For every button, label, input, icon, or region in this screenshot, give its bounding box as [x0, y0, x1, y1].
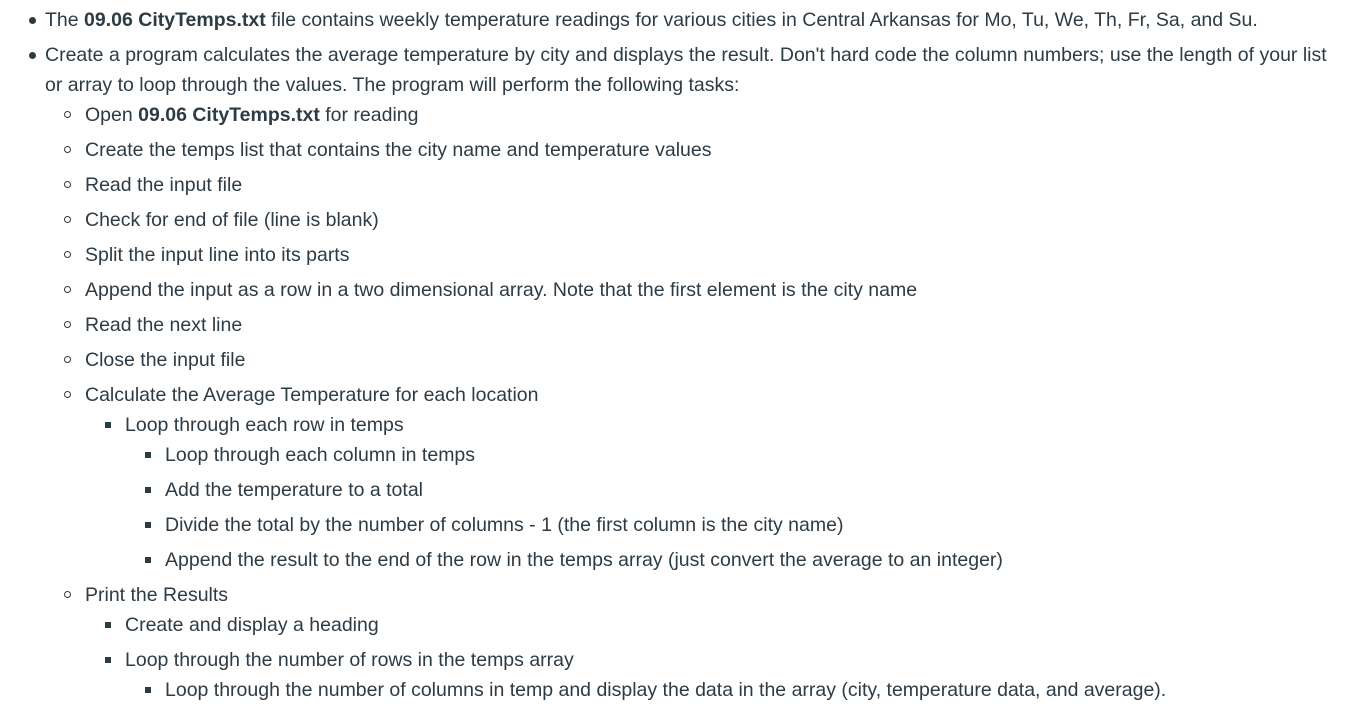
bullet-square-icon: [105, 622, 111, 628]
bullet-circle-icon: [64, 181, 71, 188]
bullet-circle-icon: [64, 391, 71, 398]
bullet-circle-icon: [64, 146, 71, 153]
task-calc-divide: Divide the total by the number of columns - 1 (the first column is the city name): [165, 514, 844, 536]
task-print-loop-rows: Loop through the number of rows in the temps array: [125, 649, 574, 671]
task-calc-average: Calculate the Average Temperature for each location: [85, 384, 539, 406]
task-print-loop-cols: Loop through the number of columns in temp and display the data in the array (city, temperature data, and average).: [165, 679, 1167, 701]
task-print-heading: Create and display a heading: [125, 614, 379, 636]
bullet-circle-icon: [64, 356, 71, 363]
bullet-square-icon: [145, 557, 151, 563]
task-calc-add-total: Add the temperature to a total: [165, 479, 423, 501]
task-calc-loop-rows: Loop through each row in temps: [125, 414, 404, 436]
task-calc-loop-cols: Loop through each column in temps: [165, 444, 476, 466]
task-append-row: Append the input as a row in a two dimensional array. Note that the first element is the city name: [85, 279, 918, 301]
bullet-square-icon: [105, 422, 111, 428]
task-open-file: [85, 103, 419, 127]
bullet-circle-icon: [64, 251, 71, 258]
task-open-filename: 09.06 CityTemps.txt: [138, 104, 320, 126]
intro-item-prefix: The: [45, 9, 85, 31]
intro-item-filename: 09.06 CityTemps.txt: [84, 9, 266, 31]
bullet-square-icon: [145, 452, 151, 458]
task-calc-append-result: Append the result to the end of the row in the temps array (just convert the average to an integer): [165, 549, 1003, 571]
task-open-suffix: for reading: [319, 104, 419, 126]
bullet-square-icon: [105, 657, 111, 663]
task-split-line: Split the input line into its parts: [85, 244, 350, 266]
bullet-square-icon: [145, 522, 151, 528]
bullet-circle-icon: [64, 321, 71, 328]
intro-item-suffix: file contains weekly temperature readings for various cities in Central Arkansas for Mo, Tu, We, Th, Fr, Sa, and Su.: [265, 9, 1258, 31]
bullet-disc-icon: [29, 17, 36, 24]
intro-item-program-description: Create a program calculates the average temperature by city and displays the result. Don't hard code the column numbers; use the length of your list or array to loop through the values. The program will perform the following tasks:: [45, 44, 1327, 96]
bullet-circle-icon: [64, 111, 71, 118]
bullet-square-icon: [145, 487, 151, 493]
task-create-list: Create the temps list that contains the city name and temperature values: [85, 139, 712, 161]
task-print-results: Print the Results: [85, 584, 229, 606]
bullet-disc-icon: [29, 52, 36, 59]
task-close-file: Close the input file: [85, 349, 246, 371]
bullet-square-icon: [145, 687, 151, 693]
task-check-eof: Check for end of file (line is blank): [85, 209, 379, 231]
bullet-circle-icon: [64, 591, 71, 598]
task-open-prefix: Open: [85, 104, 139, 126]
intro-item-file-description: [45, 8, 1258, 32]
task-read-next: Read the next line: [85, 314, 243, 336]
bullet-circle-icon: [64, 216, 71, 223]
bullet-circle-icon: [64, 286, 71, 293]
task-read-input: Read the input file: [85, 174, 243, 196]
